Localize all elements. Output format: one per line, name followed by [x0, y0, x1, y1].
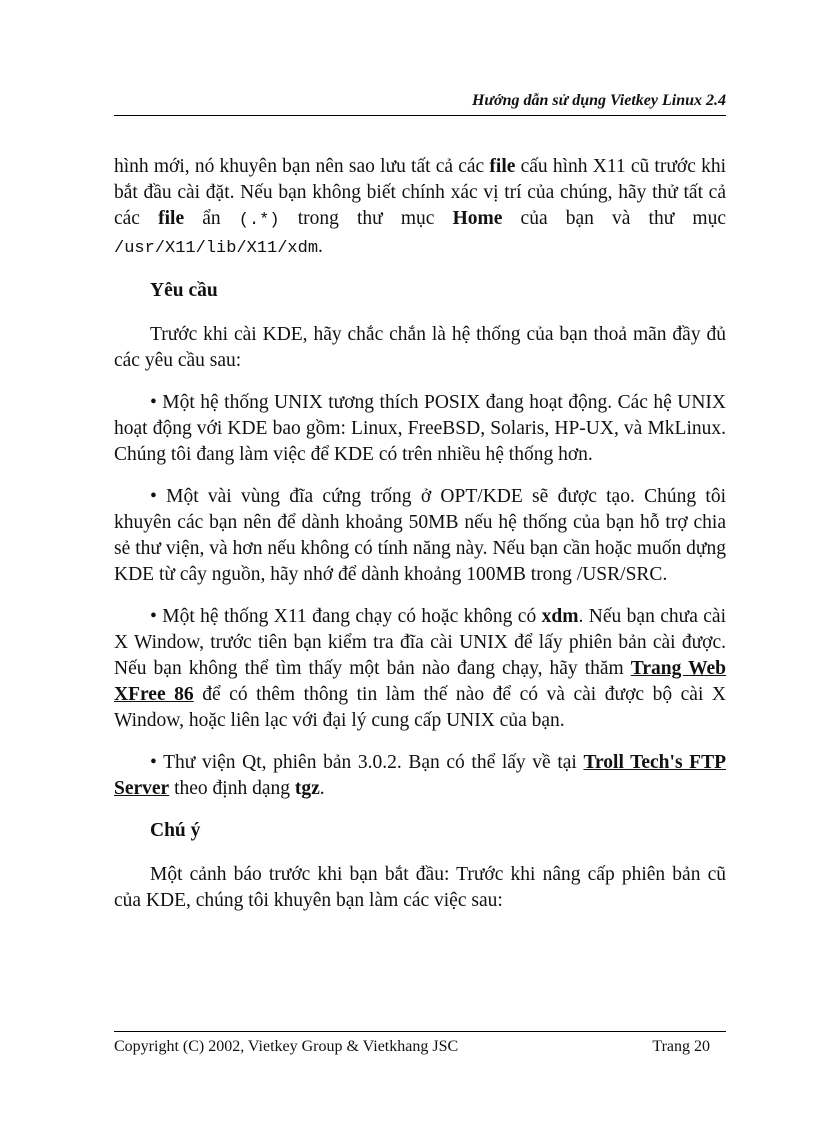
- text-run: . Nếu bạn chưa cài X Window, trước tiên bạn kiểm tra đĩa cài UNIX để lấy phiên bản cài được. Nếu bạn không thể tìm thấy một bản nào đang chạy, hãy thăm: [114, 606, 727, 679]
- requirements-lead: Trước khi cài KDE, hãy chắc chắn là hệ thống của bạn thoả mãn đầy đủ các yêu cầu sau:: [114, 324, 726, 371]
- text-run: để có thêm thông tin làm thế nào để có và cài được bộ cài X Window, hoặc liên lạc với đại lý cung cấp UNIX của bạn.: [114, 684, 726, 731]
- footer-page-number: Trang 20: [652, 1038, 710, 1055]
- requirement-item-x11: [114, 604, 726, 734]
- bold-term: xdm: [541, 606, 579, 627]
- bold-term: file: [489, 156, 516, 177]
- text-run: • Thư viện Qt, phiên bản 3.0.2. Bạn có thể lấy về tại: [150, 752, 584, 773]
- note-paragraph: Một cảnh báo trước khi bạn bắt đầu: Trước khi nâng cấp phiên bản cũ của KDE, chúng tôi khuyên bạn làm các việc sau:: [114, 864, 726, 911]
- requirement-item-posix: • Một hệ thống UNIX tương thích POSIX đang hoạt động. Các hệ UNIX hoạt động với KDE bao gồm: Linux, FreeBSD, Solaris, HP-UX, và MkLinux. Chúng tôi đang làm việc để KDE có trên nhiều hệ thống hơn.: [114, 392, 726, 465]
- bold-term: tgz: [294, 778, 320, 799]
- requirement-item-qt: [114, 750, 726, 802]
- page-header-title: Hướng dẫn sử dụng Vietkey Linux 2.4: [471, 92, 726, 109]
- note-heading: Chú ý: [150, 820, 201, 841]
- text-run: trong thư mục: [279, 208, 453, 229]
- text-run: theo định dạng: [169, 778, 295, 799]
- text-run: hình mới, nó khuyên bạn nên sao lưu tất cả các: [114, 156, 490, 177]
- text-run: ẩn: [184, 208, 239, 229]
- document-body: [114, 154, 726, 930]
- text-run: • Một hệ thống X11 đang chạy có hoặc không có: [150, 606, 542, 627]
- footer-divider: [114, 1031, 726, 1032]
- intro-paragraph: [114, 154, 726, 262]
- requirement-item-disk: • Một vài vùng đĩa cứng trống ở OPT/KDE sẽ được tạo. Chúng tôi khuyên các bạn nên để dành khoảng 50MB nếu hệ thống của bạn hỗ trợ chia sẻ thư viện, và hơn nếu không có tính năng này. Nếu bạn cần hoặc muốn dựng KDE từ cây nguồn, hãy nhớ để dành khoảng 100MB trong /USR/SRC.: [114, 486, 726, 585]
- text-run: .: [318, 236, 323, 257]
- bold-term: Home: [452, 208, 503, 229]
- code-text: (.*): [238, 211, 280, 230]
- text-run: .: [319, 778, 325, 799]
- code-text: /usr/X11/lib/X11/xdm: [114, 239, 319, 258]
- text-run: của bạn và thư mục: [502, 208, 726, 229]
- bold-term: file: [158, 208, 185, 229]
- requirements-heading: Yêu cầu: [150, 280, 218, 301]
- text-run: cấu hình X11 cũ trước khi bắt đầu cài đặt. Nếu bạn không biết chính xác vị trí của chúng, hãy thử tất cả các: [114, 156, 726, 229]
- xfree86-link[interactable]: Trang Web XFree 86: [114, 658, 726, 705]
- trolltech-ftp-link[interactable]: Troll Tech's FTP Server: [114, 752, 726, 799]
- header-divider: [114, 115, 726, 116]
- footer-copyright: Copyright (C) 2002, Vietkey Group & Vietkhang JSC: [114, 1038, 459, 1055]
